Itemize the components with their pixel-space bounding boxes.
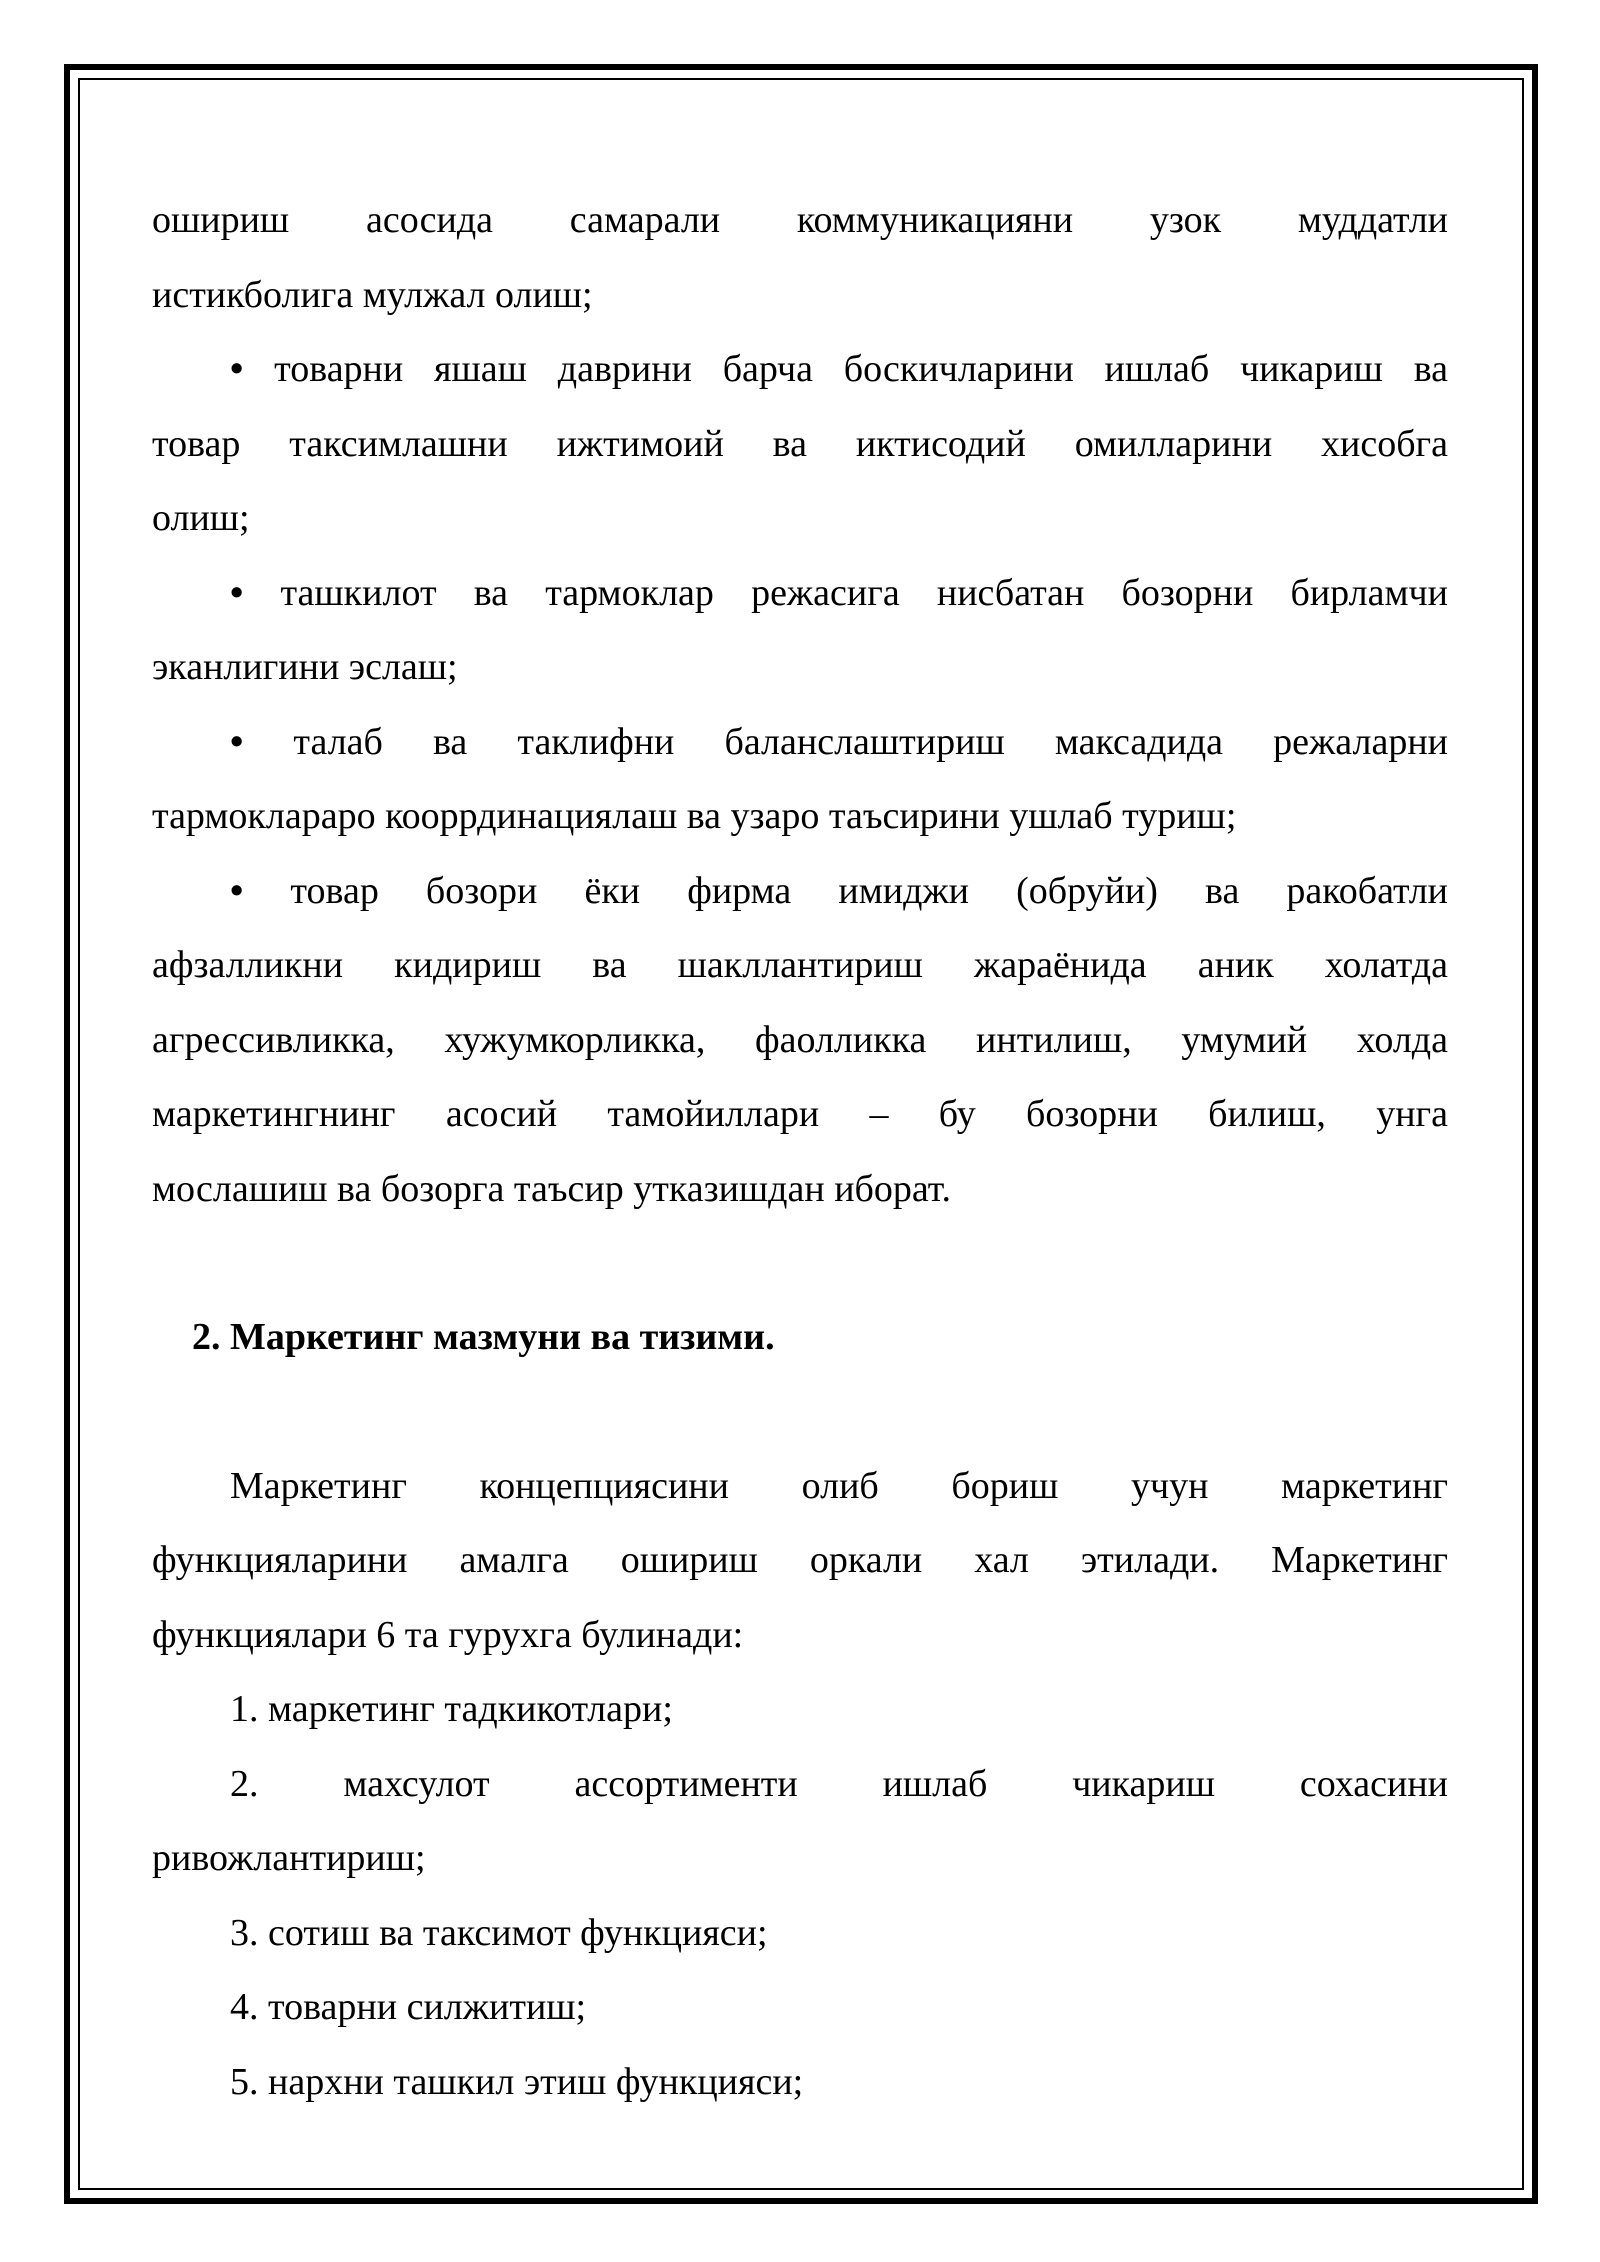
intro-paragraph — [152, 183, 1448, 332]
bullet-line: эканлигини эслаш; — [152, 646, 458, 688]
numbered-line: 3. сотиш ва таксимот функцияси; — [230, 1911, 768, 1954]
bullet-line: афзалликни кидириш ва шакллантириш жараёнида аник холатда — [152, 944, 1448, 986]
numbered-item — [152, 2045, 1448, 2120]
bullet-line: маркетингнинг асосий тамойиллари – бу бозорни билиш, унга — [152, 1093, 1448, 1135]
numbered-item — [152, 1896, 1448, 1971]
document-body — [152, 183, 1448, 2119]
section-paragraph — [152, 1449, 1448, 1673]
bullet-line: агрессивликка, хужумкорликка, фаолликка интилиш, умумий холда — [152, 1018, 1448, 1061]
numbered-item — [152, 1970, 1448, 2045]
numbered-item — [152, 1672, 1448, 1747]
bullet-item — [152, 556, 1448, 705]
intro-line: ошириш асосида самарали коммуникацияни узок муддатли — [152, 199, 1448, 241]
numbered-item — [152, 1747, 1448, 1896]
bullet-line: мослашиш ва бозорга таъсир утказишдан иборат. — [152, 1167, 952, 1210]
numbered-line: 1. маркетинг тадкикотлари; — [230, 1688, 673, 1730]
paragraph-line: Маркетинг концепциясини олиб бориш учун маркетинг — [230, 1464, 1448, 1507]
bullet-line: • товар бозори ёки фирма имиджи (обруйи) ва ракобатли — [152, 854, 1448, 929]
bullet-line: • талаб ва таклифни баланслаштириш максадида режаларни — [152, 705, 1448, 780]
numbered-line: ривожлантириш; — [152, 1837, 426, 1879]
numbered-line: 4. товарни силжитиш; — [230, 1986, 587, 2028]
numbered-line: 2. махсулот ассортименти ишлаб чикариш сохасини — [230, 1762, 1448, 1805]
bullet-line: товар таксимлашни ижтимоий ва иктисодий омилларини хисобга — [152, 422, 1448, 465]
section-heading: 2. Маркетинг мазмуни ва тизими. — [192, 1316, 775, 1358]
paragraph-line: функцияларини амалга ошириш оркали хал этилади. Маркетинг — [152, 1539, 1448, 1581]
bullet-line: • товарни яшаш даврини барча боскичларини ишлаб чикариш ва — [152, 332, 1448, 407]
bullet-item — [152, 854, 1448, 1227]
bullet-line: олиш; — [152, 497, 250, 539]
bullet-item — [152, 705, 1448, 854]
bullet-line: • ташкилот ва тармоклар режасига нисбатан бозорни бирламчи — [152, 556, 1448, 631]
paragraph-line: функциялари 6 та гурухга булинади: — [152, 1613, 744, 1656]
numbered-line: 5. нархни ташкил этиш функцияси; — [230, 2060, 804, 2103]
bullet-item — [152, 332, 1448, 556]
intro-line: истикболига мулжал олиш; — [152, 273, 593, 316]
bullet-line: тармоклараро кооррдинациялаш ва узаро таъсирини ушлаб туриш; — [152, 795, 1237, 837]
